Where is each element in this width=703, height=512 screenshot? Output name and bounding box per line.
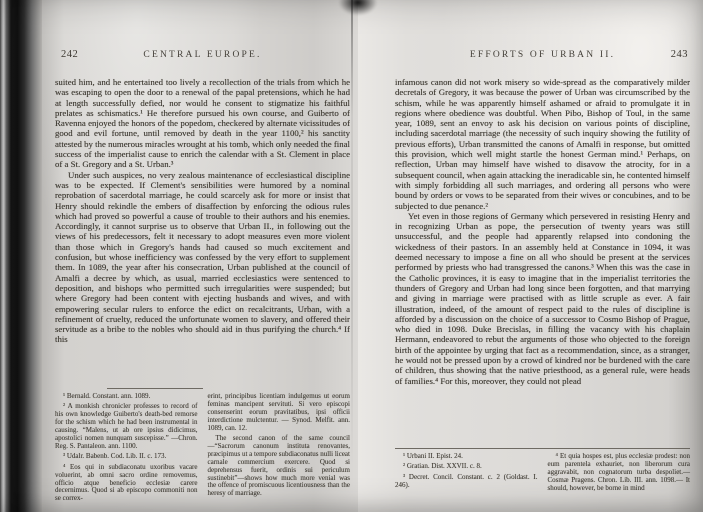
footnote-column-left: [395, 453, 538, 495]
right-running-head: [395, 50, 690, 63]
body-paragraph: suited him, and he entertained too lively a recollection of the trials from which he was escaping to open the door to a renewal of the papal pretensions, which he had at length successfully defied, nor would he consent to stigmatize his faithful prelates as schismatics.¹ He therefore pursued his own course, and Guiberto of Ravenna enjoyed the honors of the popedom, checkered by alternate vicissitudes of good and evil fortune, until removed by death in the year 1100,² his sanctity attested by the numerous miracles wrought at his tomb, which only needed the final success of the imperialist cause to enrich the calendar with a St. Clement in place of a St. Gregory and a St. Urban.³: [55, 77, 350, 170]
footnote: ¹ Urbani II. Epist. 24.: [403, 452, 463, 460]
footnote: ³ Decret. Concil. Constant. c. 2 (Goldast. I. 246).: [395, 472, 538, 489]
footnote-columns: [395, 453, 690, 495]
right-page-footnotes: [395, 448, 690, 495]
footnote-column-right: [548, 453, 691, 495]
footnote-separator: [395, 448, 690, 449]
right-page-body: [395, 77, 690, 449]
footnote: ⁴ Eos qui in subdiaconatu uxoribus vacare voluerint, ab omni sacro ordine removemus, officio atque beneficio ecclesiæ carere decernimus. Quod si ab episcopo commoniti non se correx-: [55, 462, 198, 503]
footnote-columns: [55, 393, 350, 506]
left-running-head: [55, 50, 350, 63]
footnote-column-right: [208, 393, 351, 506]
body-paragraph: Under such auspices, no very zealous maintenance of ecclesiastical discipline was to be expected. If Clement's sensibilities were humored by a nominal reprobation of sacerdotal marriage, he could scarcely ask for more or insist that Henry should rekindle the embers of disaffection by enforcing the odious rules which had proved so powerful a cause of trouble to their authors and his enemies. Accordingly, it cannot surprise us to observe that Urban II., in following out the views of his predecessors, felt it necessary to adopt measures even more violent than those which in Gregory's hands had caused so much excitement and confusion, but whose inefficiency was confessed by the very effort to supplement them. In 1089, the year after his consecration, Urban published at the council of Amalfi a decree by which, as usual, married ecclesiastics were sentenced to deposition, and bishops who permitted such irregularities were suspended; but where Gregory had been content with ejecting husbands and wives, and with empowering secular rulers to enforce the edict on recalcitrants, Urban, with a refinement of cruelty, reduced the unfortunate women to slavery, and offered their servitude as a bribe to the nobles who should aid in thus purifying the church.⁴ If this: [55, 169, 350, 345]
left-page-content: [55, 50, 350, 395]
left-page-number: 242: [61, 49, 79, 60]
footnote: ² A monkish chronicler professes to record of his own knowledge Guiberto's death-bed remorse for the schism which he had been instrumental in causing. “Malens, ut ab ore ipsius didicimus, apostolici nomen nunquam suscepisse.” —Chron. Reg. S. Pantaleon. ann. 1100.: [55, 402, 198, 450]
right-page: [358, 0, 703, 512]
footnote: ¹ Bernald. Constant. ann. 1089.: [63, 392, 151, 400]
body-paragraph: infamous canon did not work misery so wide-spread as the comparatively milder decretals of Gregory, it was because the power of Urban was circumscribed by the schism, while he was apparently himself ashamed or afraid to promulgate it in regions where obedience was doubtful. When Pibo, Bishop of Toul, in the same year, 1089, sent an envoy to ask his decision on various points of discipline, including sacerdotal marriage (the necessity of such inquiry showing the futility of previous efforts), Urban transmitted the canons of Amalfi in response, but omitted this provision, which well might startle the honest German mind.¹ Perhaps, on reflection, Urban may himself have wished to disavow the atrocity, for in a subsequent council, when again attacking the ineradicable sin, he contented himself with simply forbidding all such marriages, and ordering all persons who were bound by orders or vows to be separated from their wives or concubines, and to be subjected to due penance.²: [395, 77, 690, 211]
footnote: The second canon of the same council—“Sacrorum canonum instituta renovantes, præcipimus ut a tempore subdiaconatus nulli liceat carnale commercium exercere. Quod si deprehensus fuerit, ordinis sui periculum sustinebit”—shows how much more venial was the offence of promiscuous licentiousness than the heresy of marriage.: [207, 434, 350, 498]
footnote: ² Gratian. Dist. XXVII. c. 8.: [403, 462, 482, 471]
left-page: [42, 0, 358, 512]
footnote-column-left: [55, 393, 198, 506]
footnote-continuation: erint, principibus licentiam indulgemus ut eorum feminas mancipent servituti. Si vero episcopi consenserint eorum pravitatibus, ipsi officii interdictione mulctentur. — Synod. Melfit. ann. 1089, can. 12.: [207, 392, 350, 432]
footnote-separator: [107, 388, 203, 389]
body-paragraph: Yet even in those regions of Germany which persevered in resisting Henry and in recognizing Urban as pope, the persecution of twenty years was still unsuccessful, and the people had apparently relapsed into condoning the wickedness of their pastors. In an assembly held at Constance in 1094, it was deemed necessary to impose a fine on all who should be present at the services performed by priests who had transgressed the canons.³ When this was the case in the Catholic provinces, it is easy to imagine that in the imperialist territories the thunders of Gregory and Urban had long since been forgotten, and that marrying and giving in marriage were practised with as little scruple as ever. A fair illustration, indeed, of the amount of respect paid to the rules of discipline is afforded by a discussion on the choice of a successor to Cosmo Bishop of Prague, who died in 1098. Duke Brecislas, in filling the vacancy with his chaplain Hermann, endeavored to rebut the arguments of those who objected to the foreign birth of the appointee by urging that fact as a recommendation, since, as a stranger, he would not be pressed upon by a crowd of kindred nor be burdened with the care of children, thus showing that the native priesthood, as a general rule, were heads of families.⁴ For this, moreover, they could not plead: [395, 210, 690, 386]
left-page-footnotes: [55, 388, 350, 506]
left-page-body: [55, 77, 350, 395]
right-page-number: 243: [670, 49, 688, 60]
book-binding-edge: [0, 0, 42, 512]
footnote: ⁴ Et quia hospes est, plus ecclesiæ prodest: non eum parentela exhauriet, non liberorum cura aggravabit, non cognatorum turba despoliet.—Cosmæ Pragens. Chron. Lib. III. ann. 1098.— It should, however, be borne in mind: [547, 452, 690, 492]
right-page-content: [395, 50, 690, 449]
right-running-header-title: EFFORTS OF URBAN II.: [469, 50, 616, 60]
left-running-header-title: CENTRAL EUROPE.: [143, 50, 262, 60]
footnote: ³ Udalr. Babenb. Cod. Lib. II. c. 173.: [63, 452, 167, 461]
